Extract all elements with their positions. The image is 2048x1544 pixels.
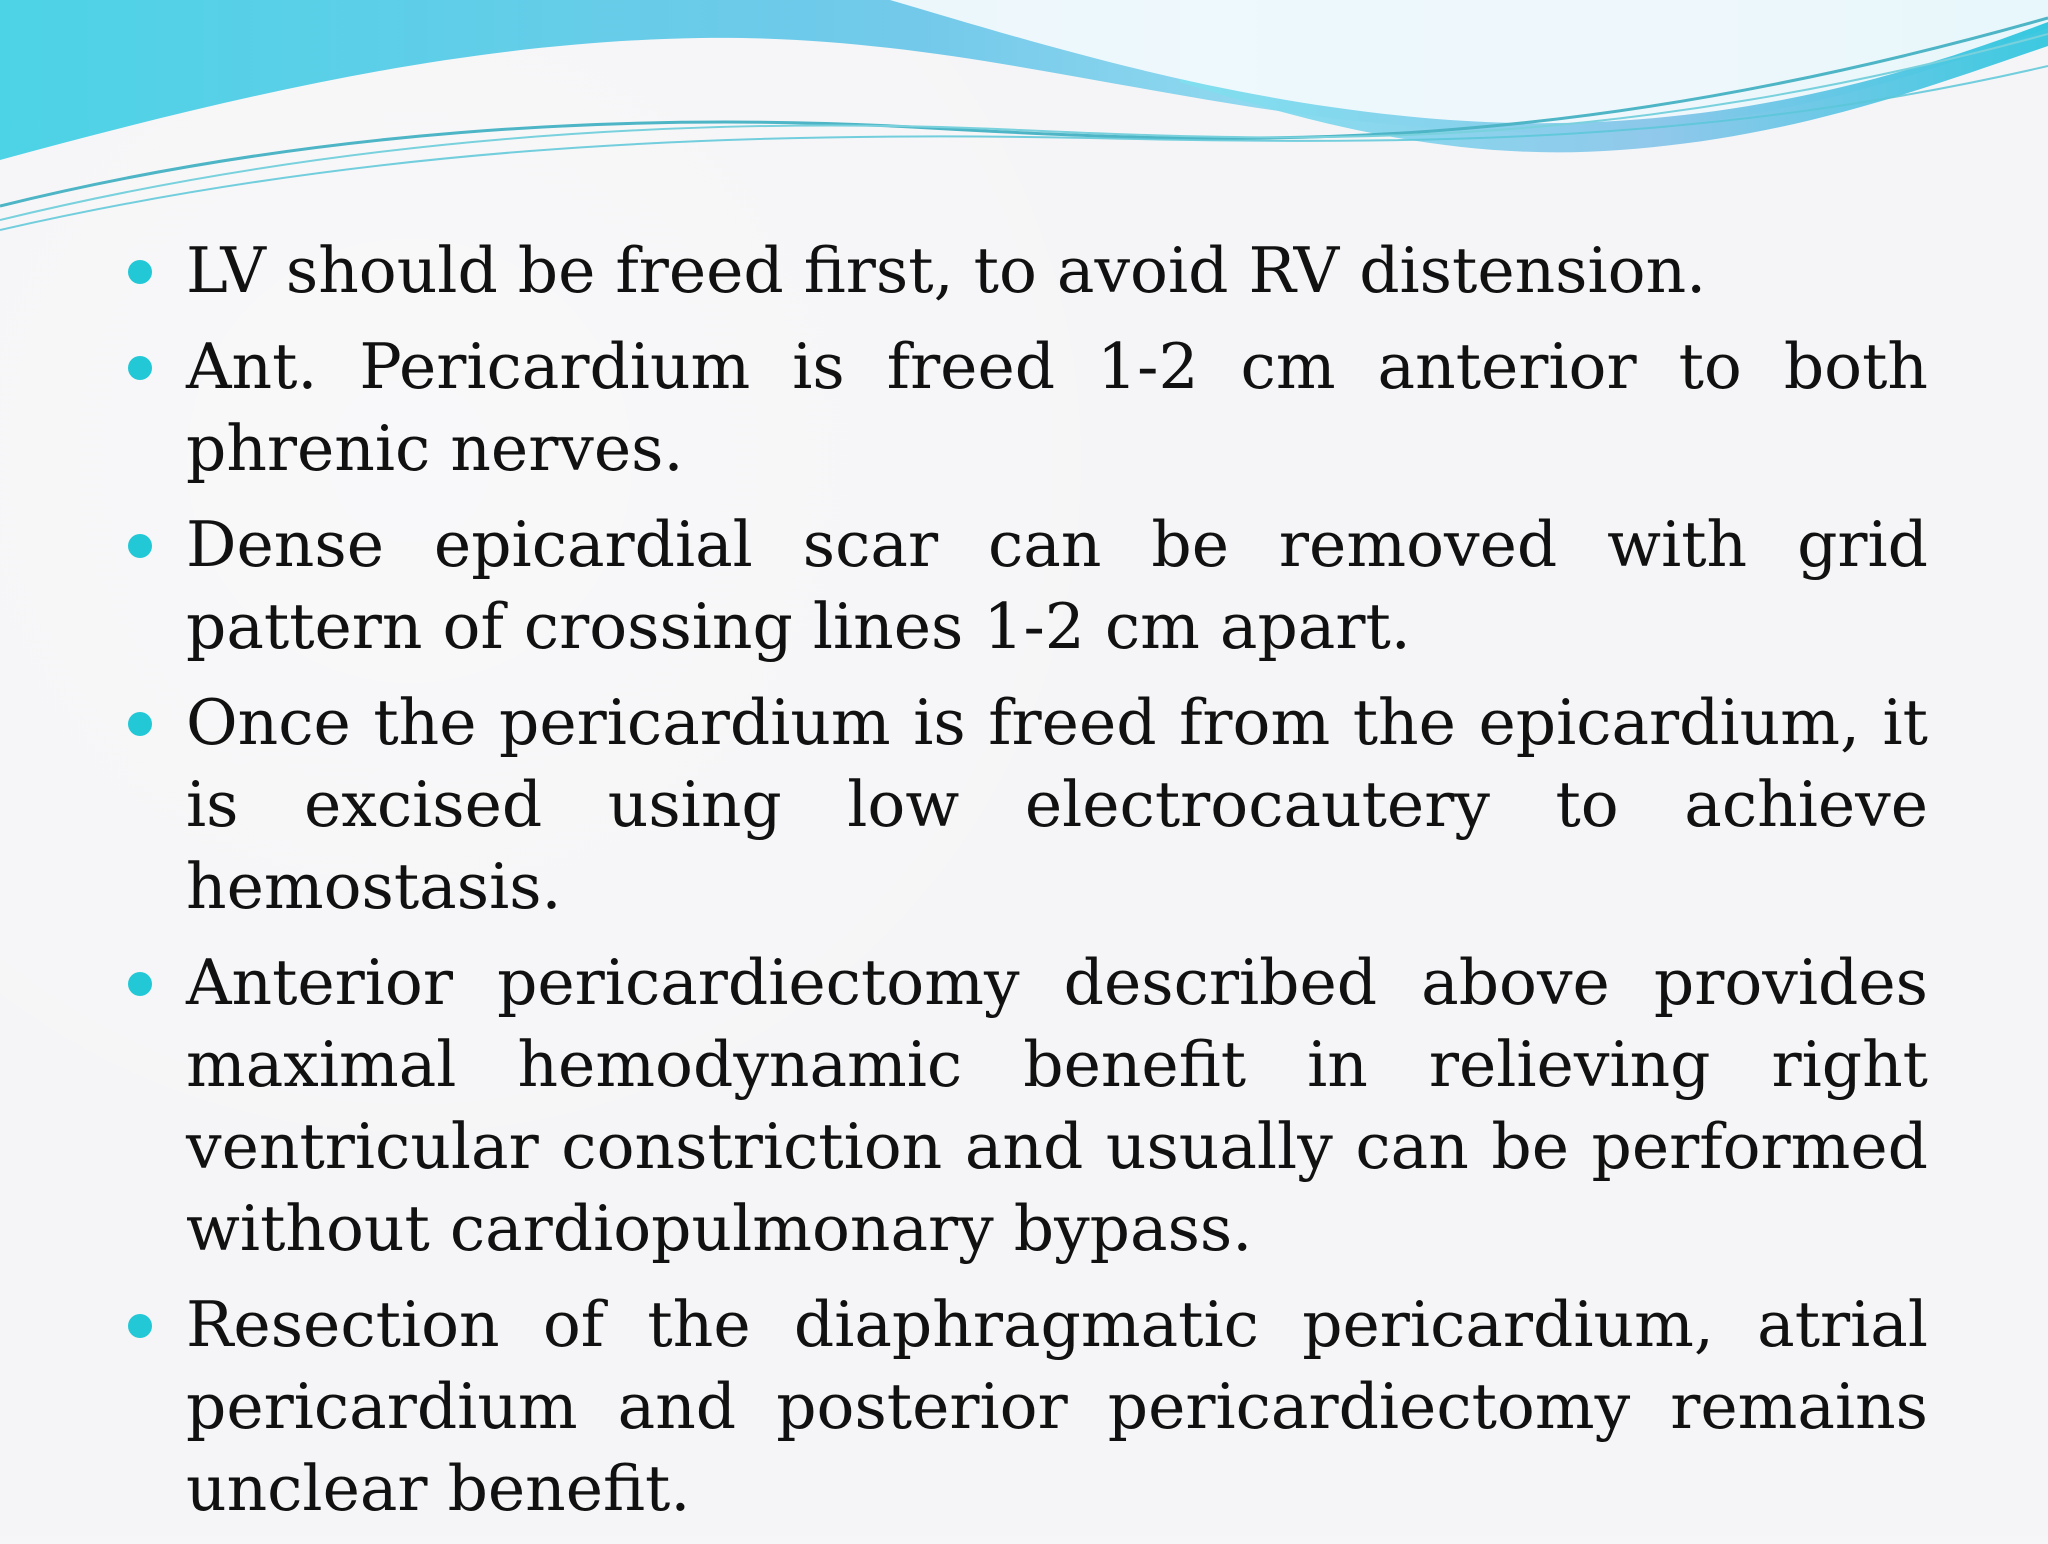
bullet-text: Ant. Pericardium is freed 1-2 cm anterior to both phrenic nerves. [186, 330, 1928, 485]
decorative-wave-header [0, 0, 2048, 240]
bullet-item [128, 682, 1928, 928]
bullet-text: Once the pericardium is freed from the epicardium, it is excised using low electrocautery to achieve hemostasis. [186, 686, 1928, 923]
bullet-text: Anterior pericardiectomy described above provides maximal hemodynamic benefit in relieving right ventricular constriction and usually can be performed without cardiopulmonary bypass. [186, 946, 1928, 1265]
bullet-text: LV should be freed first, to avoid RV distension. [186, 234, 1707, 307]
bullet-text: Dense epicardial scar can be removed with grid pattern of crossing lines 1-2 cm apart. [186, 508, 1928, 663]
bullet-item [128, 326, 1928, 490]
bullet-item [128, 1284, 1928, 1530]
slide-content [128, 230, 1928, 1544]
bullet-item [128, 942, 1928, 1270]
bullet-list [128, 230, 1928, 1530]
bullet-text: Resection of the diaphragmatic pericardium, atrial pericardium and posterior pericardiectomy remains unclear benefit. [186, 1288, 1928, 1525]
bullet-dot-icon [128, 534, 152, 558]
bullet-item [128, 230, 1928, 312]
bullet-item [128, 504, 1928, 668]
bullet-dot-icon [128, 260, 152, 284]
bullet-dot-icon [128, 972, 152, 996]
bullet-dot-icon [128, 1314, 152, 1338]
bullet-dot-icon [128, 712, 152, 736]
bullet-dot-icon [128, 356, 152, 380]
